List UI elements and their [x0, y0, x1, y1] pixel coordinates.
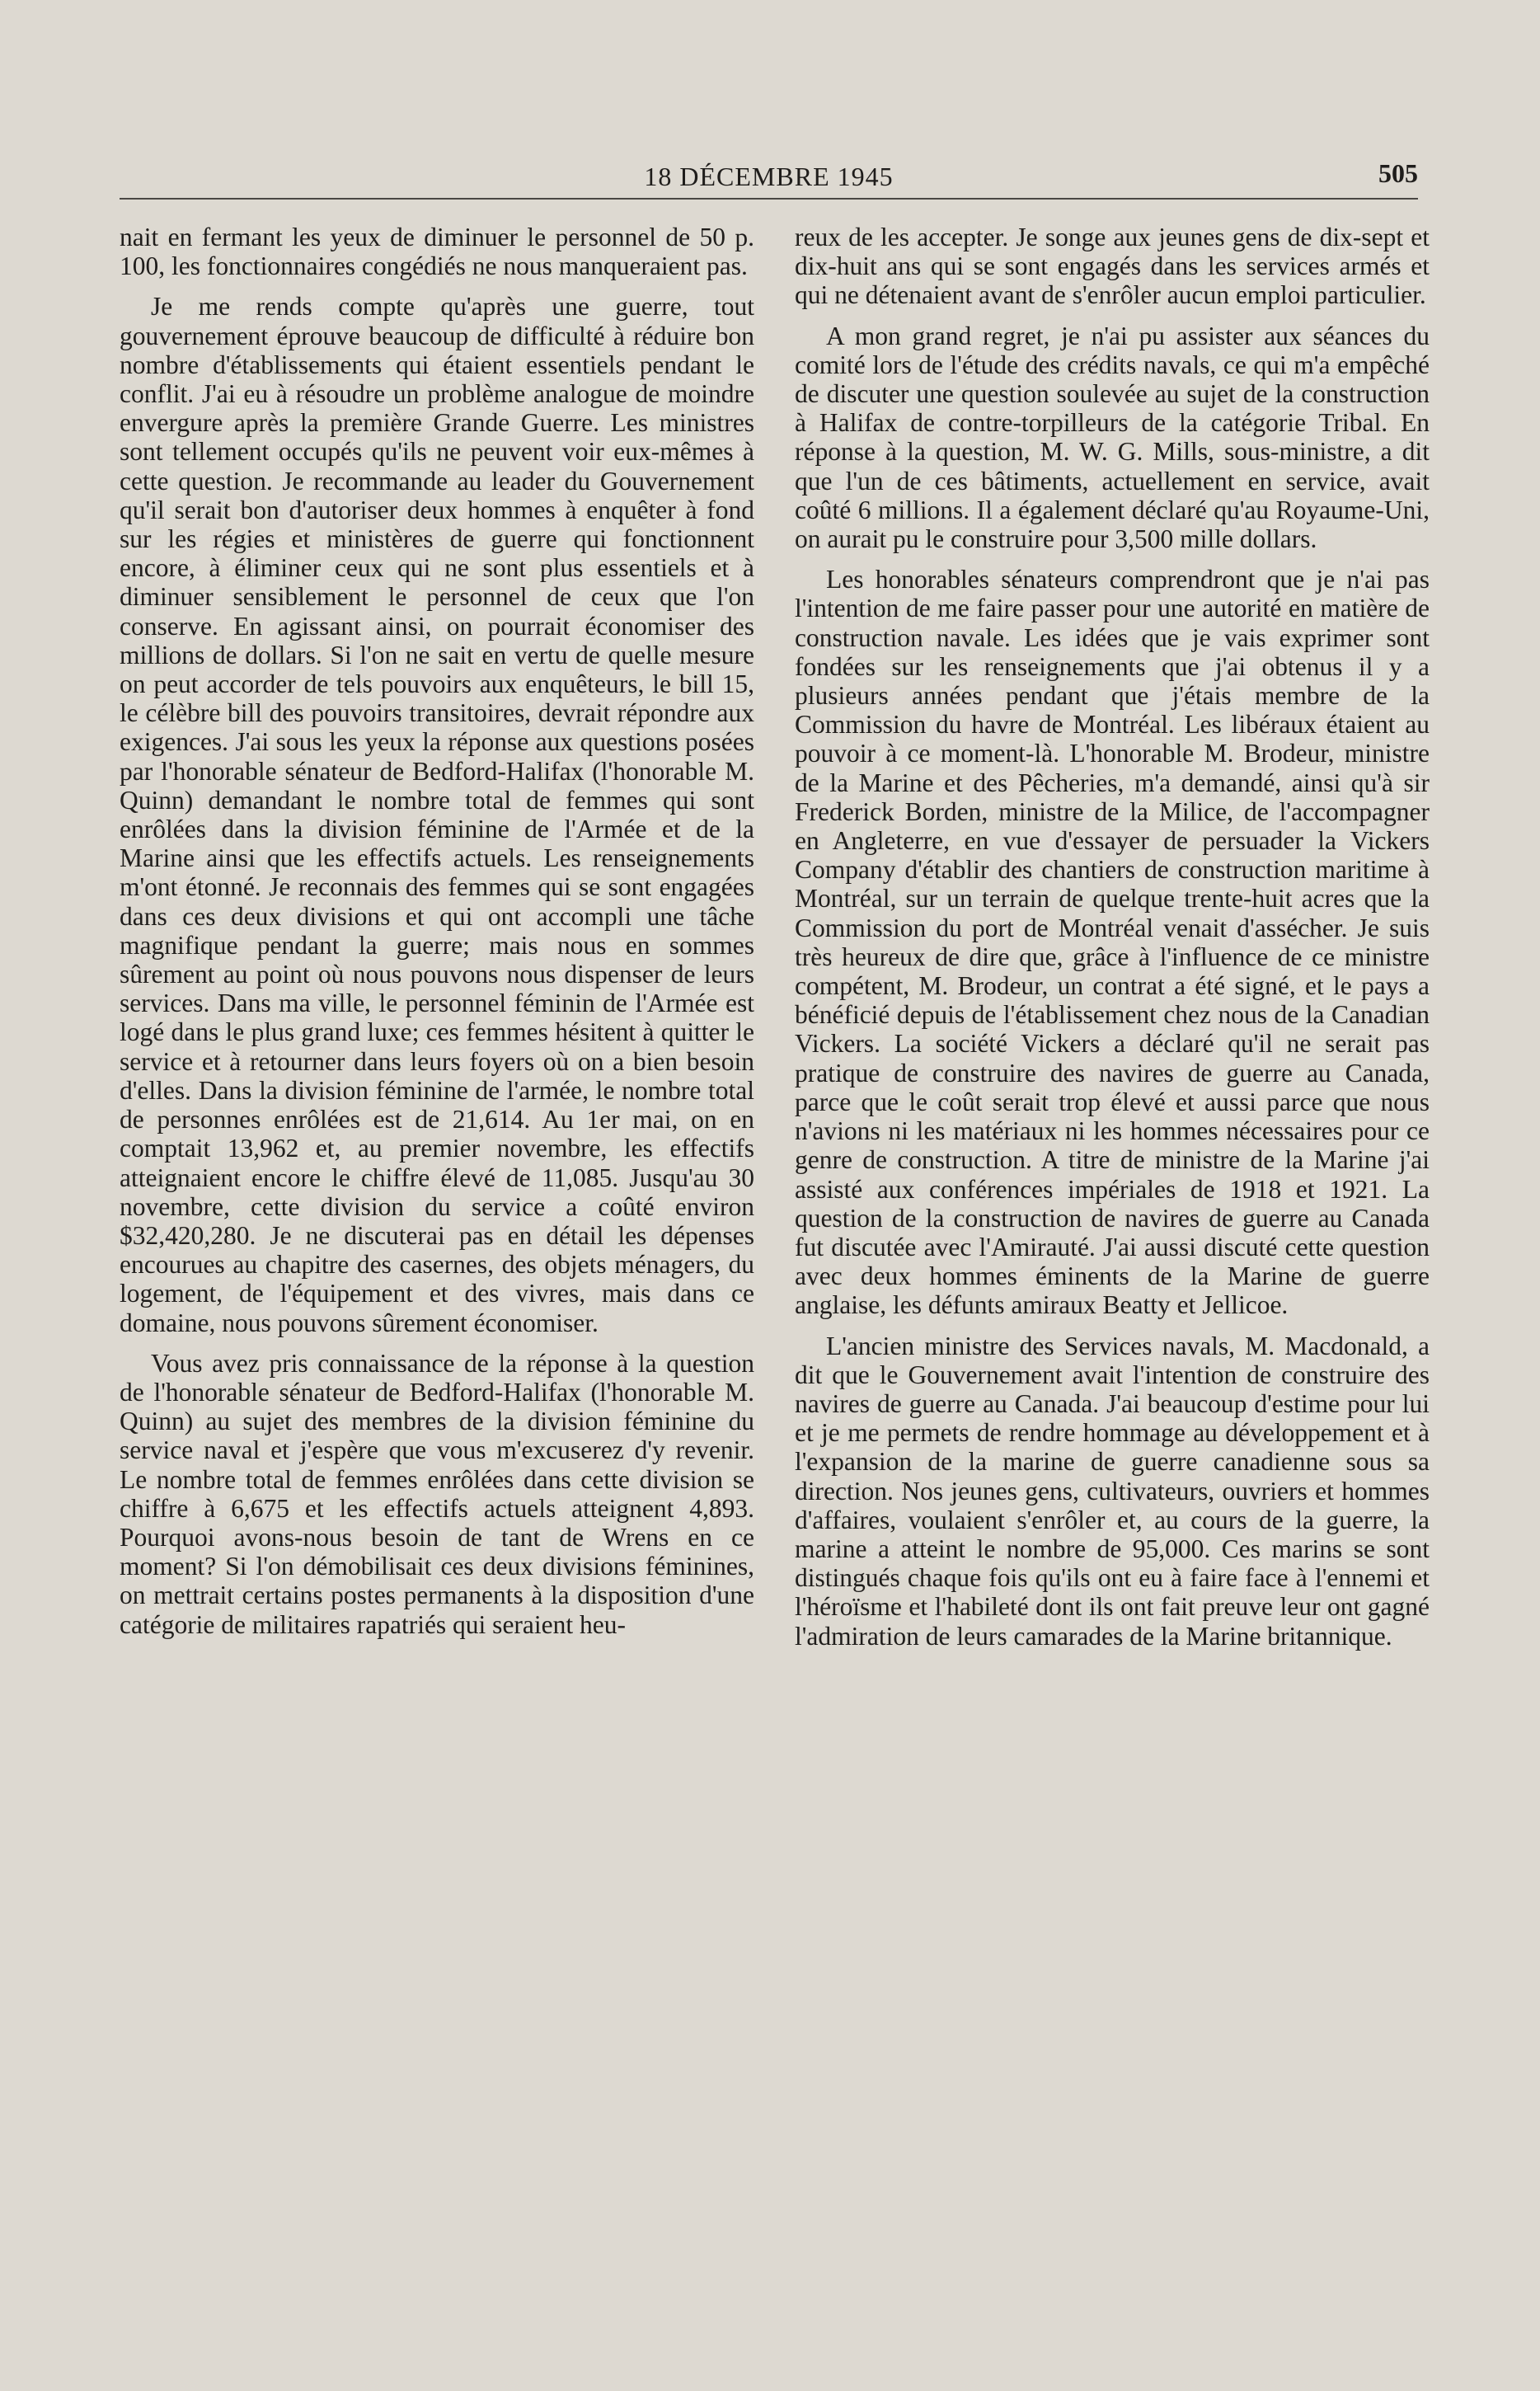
paragraph: reux de les accepter. Je songe aux jeunes gens de dix-sept et dix-huit ans qui se sont engagés dans les services armés et qui ne détenaient avant de s'enrôler aucun emploi particulier.: [795, 223, 1430, 310]
page-header: [120, 158, 1418, 203]
paragraph: nait en fermant les yeux de diminuer le personnel de 50 p. 100, les fonctionnaires congédiés ne nous manqueraient pas.: [120, 223, 754, 281]
paragraph: Les honorables sénateurs comprendront que je n'ai pas l'intention de me faire passer pour une autorité en matière de construction navale. Les idées que je vais exprimer sont fondées sur les renseignements que j'ai obtenus il y a plusieurs années pendant que j'étais membre de la Commission du havre de Montréal. Les libéraux étaient au pouvoir à ce moment-là. L'honorable M. Brodeur, ministre de la Marine et des Pêcheries, m'a demandé, ainsi qu'à sir Frederick Borden, ministre de la Milice, de l'accompagner en Angleterre, en vue d'essayer de persuader la Vickers Company d'établir des chantiers de construction maritime à Montréal, sur un terrain de quelque trente-huit acres que la Commission du port de Montréal venait d'assécher. Je suis très heureux de dire que, grâce à l'influence de ce ministre compétent, M. Brodeur, un contrat a été signé, et le pays a bénéficié depuis de l'établissement chez nous de la Canadian Vickers. La société Vickers a déclaré qu'il ne serait pas pratique de construire des navires de guerre au Canada, parce que le coût serait trop élevé et aussi parce que nous n'avions ni les matériaux ni les hommes nécessaires pour ce genre de construction. A titre de ministre de la Marine j'ai assisté aux conférences impériales de 1918 et 1921. La question de la construction de navires de guerre au Canada fut discutée avec l'Amirauté. J'ai aussi discuté cette question avec deux hommes éminents de la Marine de guerre anglaise, les défunts amiraux Beatty et Jellicoe.: [795, 565, 1430, 1320]
page-number: 505: [1378, 158, 1418, 188]
header-rule: [120, 198, 1418, 200]
paragraph: Vous avez pris connaissance de la réponse à la question de l'honorable sénateur de Bedford-Halifax (l'honorable M. Quinn) au sujet des membres de la division féminine du service naval et j'espère que vous m'excuserez d'y revenir. Le nombre total de femmes enrôlées dans cette division se chiffre à 6,675 et les effectifs actuels atteignent 4,893. Pourquoi avons-nous besoin de tant de Wrens en ce moment? Si l'on démobilisait ces deux divisions féminines, on mettrait certains postes permanents à la disposition d'une catégorie de militaires rapatriés qui seraient heu-: [120, 1348, 754, 1639]
right-column: [795, 223, 1430, 1651]
paragraph: Je me rends compte qu'après une guerre, tout gouvernement éprouve beaucoup de difficulté à réduire bon nombre d'établissements qui étaient essentiels pendant le conflit. J'ai eu à résoudre un problème analogue de moindre envergure après la première Grande Guerre. Les ministres sont tellement occupés qu'ils ne peuvent voir eux-mêmes à cette question. Je recommande au leader du Gouvernement qu'il serait bon d'autoriser deux hommes à enquêter à fond sur les régies et ministères de guerre qui fonctionnent encore, à éliminer ceux qui ne sont plus essentiels et à diminuer sensiblement le personnel de ceux que l'on conserve. En agissant ainsi, on pourrait économiser des millions de dollars. Si l'on ne sait en vertu de quelle mesure on peut accorder de tels pouvoirs aux enquêteurs, le bill 15, le célèbre bill des pouvoirs transitoires, devrait répondre aux exigences. J'ai sous les yeux la réponse aux questions posées par l'honorable sénateur de Bedford-Halifax (l'honorable M. Quinn) demandant le nombre total de femmes qui sont enrôlées dans la division féminine de l'Armée et de la Marine ainsi que les effectifs actuels. Les renseignements m'ont étonné. Je reconnais des femmes qui se sont engagées dans ces deux divisions et qui ont accompli une tâche magnifique pendant la guerre; mais nous en sommes sûrement au point où nous pouvons nous dispenser de leurs services. Dans ma ville, le personnel féminin de l'Armée est logé dans le plus grand luxe; ces femmes hésitent à quitter le service et à retourner dans leurs foyers où on a bien besoin d'elles. Dans la division féminine de l'armée, le nombre total de personnes enrôlées est de 21,614. Au 1er mai, on en comptait 13,962 et, au premier novembre, les effectifs atteignaient encore le chiffre élevé de 11,085. Jusqu'au 30 novembre, cette division du service a coûté environ $32,420,280. Je ne discuterai pas en détail les dépenses encourues au chapitre des casernes, des objets ménagers, du logement, de l'équipement et des vivres, mais dans ce domaine, nous pouvons sûrement économiser.: [120, 292, 754, 1337]
page-date-title: 18 DÉCEMBRE 1945: [644, 162, 894, 191]
paragraph: L'ancien ministre des Services navals, M. Macdonald, a dit que le Gouvernement avait l'intention de construire des navires de guerre au Canada. J'ai beaucoup d'estime pour lui et je me permets de rendre hommage au développement et à l'expansion de la marine de guerre canadienne sous sa direction. Nos jeunes gens, cultivateurs, ouvriers et hommes d'affaires, voulaient s'enrôler et, au cours de la guerre, la marine a atteint le nombre de 95,000. Ces marins se sont distingués chaque fois qu'ils ont eu à faire face à l'ennemi et l'héroïsme et l'habileté dont ils ont fait preuve leur ont gagné l'admiration de leurs camarades de la Marine britannique.: [795, 1331, 1430, 1651]
left-column: [120, 223, 754, 1639]
paragraph: A mon grand regret, je n'ai pu assister aux séances du comité lors de l'étude des crédits navals, ce qui m'a empêché de discuter une question soulevée au sujet de la construction à Halifax de contre-torpilleurs de la catégorie Tribal. En réponse à la question, M. W. G. Mills, sous-ministre, a dit que l'un de ces bâtiments, actuellement en service, avait coûté 6 millions. Il a également déclaré qu'au Royaume-Uni, on aurait pu le construire pour 3,500 mille dollars.: [795, 321, 1430, 554]
